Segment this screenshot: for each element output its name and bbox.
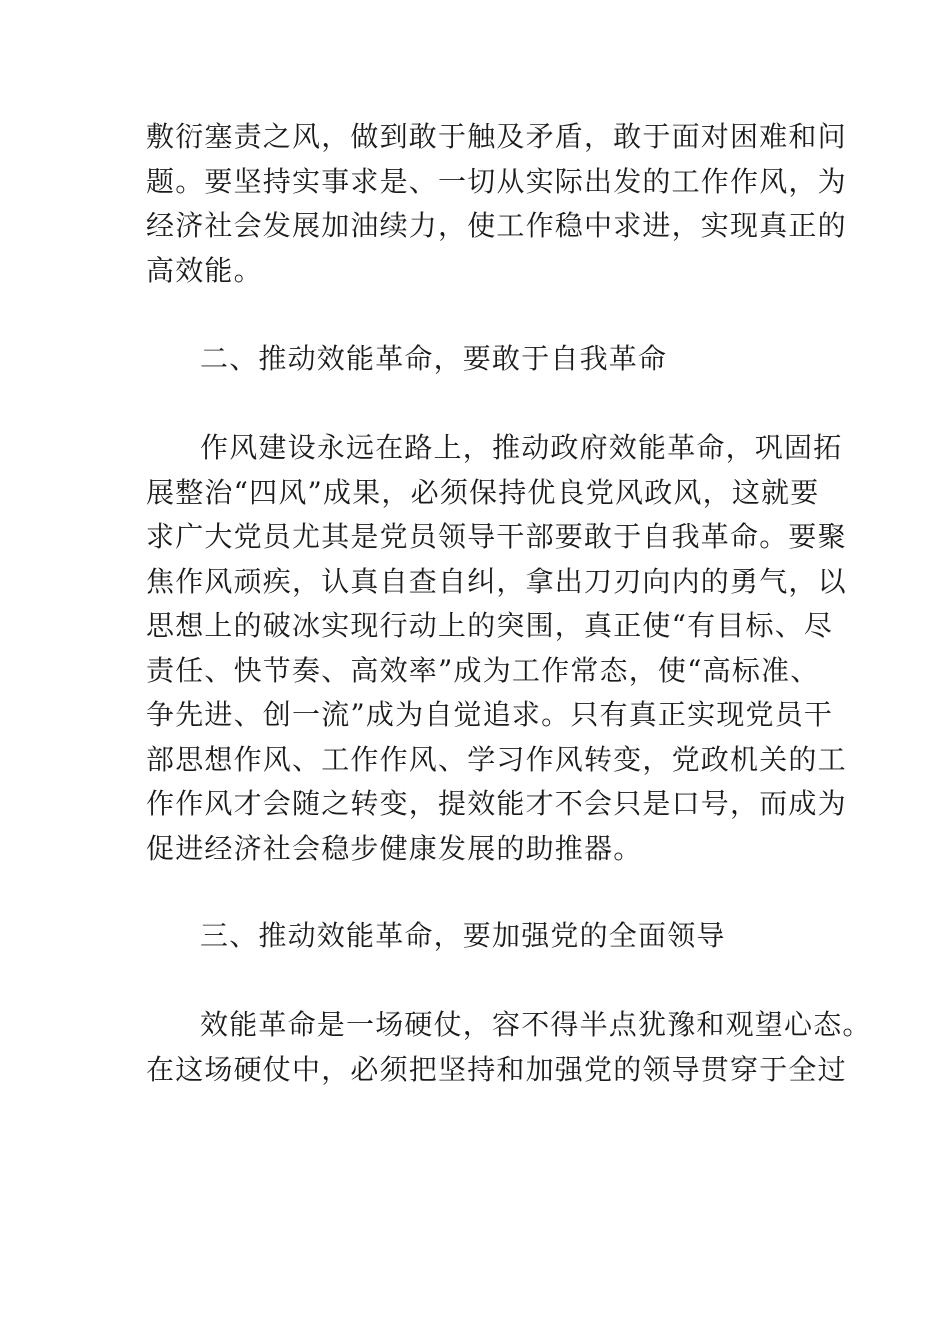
paragraph-line: 敷衍塞责之风，做到敢于触及矛盾，敢于面对困难和问 <box>146 120 847 153</box>
paragraph-line: 在这场硬仗中，必须把坚持和加强党的领导贯穿于全过 <box>146 1052 847 1086</box>
paragraph-line: 高效能。 <box>146 253 263 287</box>
paragraph-line: 效能革命是一场硬仗，容不得半点犹豫和观望心态。 <box>200 1008 872 1041</box>
paragraph-line: 展整治“四风”成果，必须保持优良党风政风，这就要 <box>146 475 820 509</box>
paragraph-line: 责任、快节奏、高效率”成为工作常态，使“高标准、 <box>146 653 820 687</box>
paragraph-line: 作风建设永远在路上，推动政府效能革命，巩固拓 <box>200 431 843 464</box>
paragraph-line: 求广大党员尤其是党员领导干部要敢于自我革命。要聚 <box>146 520 847 553</box>
paragraph-line: 经济社会发展加油续力，使工作稳中求进，实现真正的 <box>146 209 847 242</box>
paragraph-line: 焦作风顽疾，认真自查自纠，拿出刀刃向内的勇气，以 <box>146 564 847 598</box>
section-heading-2: 二、推动效能革命，要敢于自我革命 <box>200 342 668 375</box>
paragraph-line: 争先进、创一流”成为自觉追求。只有真正实现党员干 <box>146 698 834 731</box>
paragraph-line: 题。要坚持实事求是、一切从实际出发的工作作风，为 <box>146 164 847 198</box>
paragraph-line: 思想上的破冰实现行动上的突围，真正使“有目标、尽 <box>146 609 834 642</box>
paragraph-line: 作作风才会随之转变，提效能才不会只是口号，而成为 <box>146 787 847 820</box>
paragraph-3 <box>146 1003 872 1092</box>
section-heading-3: 三、推动效能革命，要加强党的全面领导 <box>200 919 726 952</box>
paragraph-continued <box>146 115 847 293</box>
paragraph-line: 促进经济社会稳步健康发展的助推器。 <box>146 831 643 865</box>
paragraph-line: 部思想作风、工作作风、学习作风转变，党政机关的工 <box>146 742 847 776</box>
paragraph-2 <box>146 426 847 871</box>
